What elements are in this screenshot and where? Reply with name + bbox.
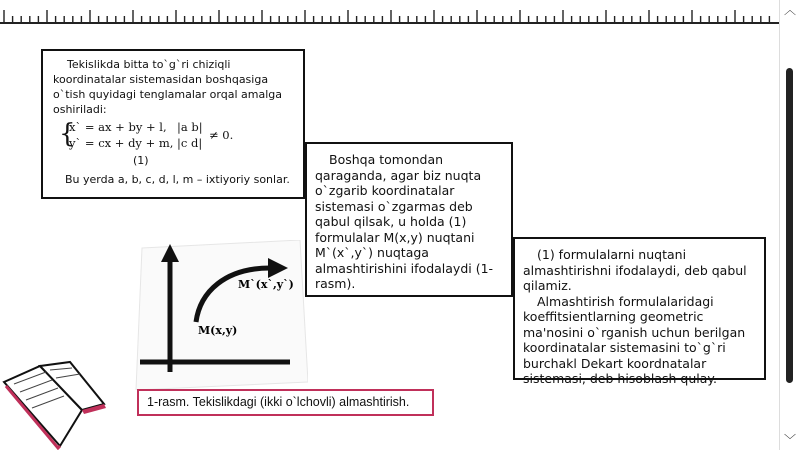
definition-intro: Tekislikda bitta to`g`ri chiziqli koordinatalar sistemasidan boshqasiga o`tish quyidagi tenglamalar orqal amalga oshiriladi: — [53, 58, 282, 116]
open-book-icon — [0, 360, 110, 450]
geometric-para1: (1) formulalarni nuqtani almashtirishni ifodalaydi, deb qabul qilamiz. — [523, 247, 747, 293]
point-m-label: M(x,y) — [198, 324, 238, 337]
vertical-scrollbar[interactable] — [779, 0, 800, 450]
figure-caption: 1-rasm. Tekislikdagi (ikki o`lchovli) almashtirish. — [137, 389, 434, 416]
interpretation-textbox — [305, 142, 513, 297]
definition-textbox — [41, 49, 305, 199]
transformation-formula — [59, 119, 293, 159]
formula-eq1: x` = ax + by + l, — [69, 120, 167, 134]
formula-eq2: y` = cx + dy + m, — [69, 136, 174, 150]
coefficients-note: Bu yerda a, b, c, d, l, m – ixtiyoriy sonlar. — [65, 173, 290, 186]
geometric-meaning-textbox — [513, 237, 766, 386]
interpretation-text: Boshqa tomondan qaraganda, agar biz nuqta o`zgarib koordinatalar sistemasi o`zgarmas deb qabul qilsak, u holda (1) formulalar M(x,y) nuqtani M`(x`,y`) nuqtaga almashtirishini ifodalaydi (1-rasm). — [315, 152, 494, 291]
scroll-down-icon[interactable]: ﹀ — [783, 433, 796, 447]
formula-brace: { — [59, 119, 76, 149]
scroll-up-icon[interactable]: ︿ — [783, 3, 796, 17]
geometric-para2: Almashtirish formulalaridagi koeffitsientlarning geometric ma'nosini o`rganish uchun berilgan koordinatalar sistemasini to`g`ri burchakl Dekart koordnatalar sistemasi, deb hisoblash qulay. — [523, 293, 746, 386]
transformation-diagram — [130, 240, 308, 390]
point-m-prime-label: M`(x`,y`) — [238, 278, 294, 291]
determinant-row1: |a b| — [177, 120, 203, 134]
scrollbar-thumb[interactable] — [786, 68, 793, 383]
determinant-row2: |c d| — [177, 136, 203, 150]
ruler — [0, 0, 780, 24]
equation-number: (1) — [133, 154, 149, 167]
not-equal-zero: ≠ 0. — [209, 128, 234, 142]
ruler-ticks — [0, 0, 780, 22]
